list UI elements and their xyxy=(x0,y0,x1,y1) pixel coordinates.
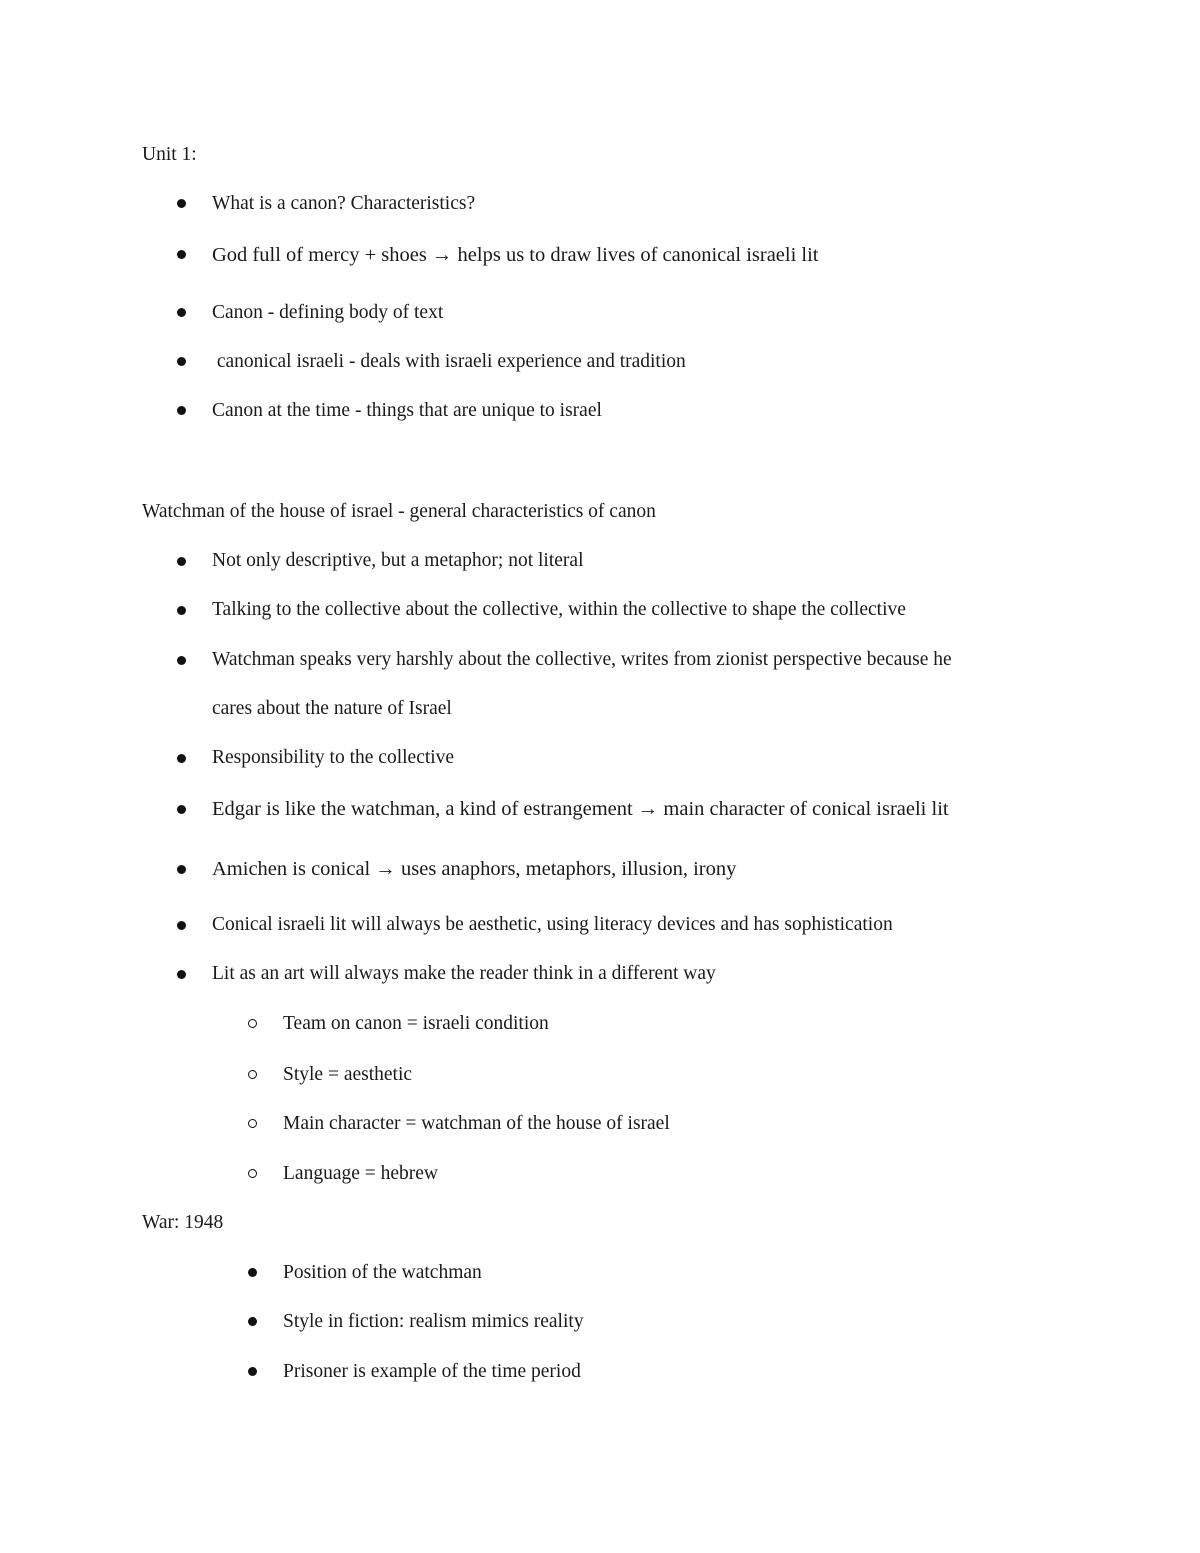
bullet-icon xyxy=(177,921,186,930)
sub-bullet-icon xyxy=(248,1019,257,1028)
sub-list-item: Style = aesthetic xyxy=(283,1064,413,1085)
list-item: Position of the watchman xyxy=(283,1262,482,1283)
sub-list-item: Language = hebrew xyxy=(283,1163,439,1184)
list-item: God full of mercy + shoes → helps us to draw lives of canonical israeli lit xyxy=(212,244,819,266)
bullet-icon xyxy=(177,308,186,317)
list-item: Responsibility to the collective xyxy=(212,747,455,768)
list-item: Talking to the collective about the collective, within the collective to shape the collective xyxy=(212,599,906,620)
war-heading: War: 1948 xyxy=(142,1212,224,1233)
list-item: Canon - defining body of text xyxy=(212,302,444,323)
bullet-icon xyxy=(177,754,186,763)
bullet-icon xyxy=(177,406,186,415)
list-item: Watchman speaks very harshly about the collective, writes from zionist perspective because he xyxy=(212,649,952,670)
list-item: canonical israeli - deals with israeli experience and tradition xyxy=(212,351,686,372)
bullet-icon xyxy=(177,805,186,814)
list-item: Prisoner is example of the time period xyxy=(283,1361,581,1382)
list-item: Not only descriptive, but a metaphor; not literal xyxy=(212,550,584,571)
bullet-icon xyxy=(177,970,186,979)
bullet-icon xyxy=(177,357,186,366)
sub-bullet-icon xyxy=(248,1070,257,1079)
bullet-icon xyxy=(177,606,186,615)
list-item: Style in fiction: realism mimics reality xyxy=(283,1311,584,1332)
bullet-icon xyxy=(248,1317,257,1326)
sub-bullet-icon xyxy=(248,1119,257,1128)
list-item-continuation: cares about the nature of Israel xyxy=(212,698,452,719)
unit1-heading: Unit 1: xyxy=(142,144,197,165)
watchman-heading: Watchman of the house of israel - general characteristics of canon xyxy=(142,501,656,522)
bullet-icon xyxy=(177,865,186,874)
sub-list-item: Team on canon = israeli condition xyxy=(283,1013,549,1034)
list-item: What is a canon? Characteristics? xyxy=(212,193,476,214)
sub-bullet-icon xyxy=(248,1169,257,1178)
list-item: Lit as an art will always make the reader think in a different way xyxy=(212,963,716,984)
list-item: Edgar is like the watchman, a kind of estrangement → main character of conical israeli lit xyxy=(212,798,949,820)
bullet-icon xyxy=(177,199,186,208)
bullet-icon xyxy=(248,1367,257,1376)
bullet-icon xyxy=(177,557,186,566)
list-item: Amichen is conical → uses anaphors, metaphors, illusion, irony xyxy=(212,858,737,880)
bullet-icon xyxy=(177,250,186,259)
bullet-icon xyxy=(248,1268,257,1277)
list-item: Conical israeli lit will always be aesthetic, using literacy devices and has sophistication xyxy=(212,914,893,935)
sub-list-item: Main character = watchman of the house of israel xyxy=(283,1113,670,1134)
list-item: Canon at the time - things that are unique to israel xyxy=(212,400,602,421)
bullet-icon xyxy=(177,656,186,665)
